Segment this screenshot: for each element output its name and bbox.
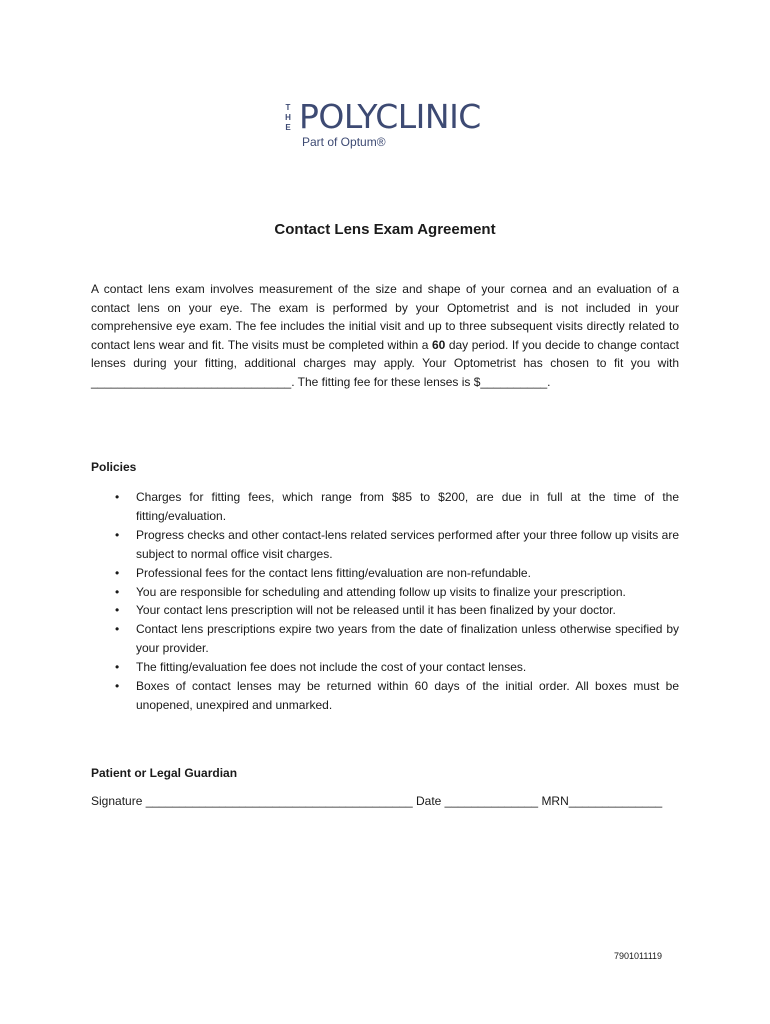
policy-item — [91, 526, 679, 564]
logo-the-letter-e: E — [285, 123, 291, 132]
logo-the-text — [282, 103, 294, 133]
intro-days-value: 60 — [431, 337, 446, 352]
policy-item — [91, 658, 679, 677]
bullet-icon: • — [115, 622, 120, 637]
polyclinic-logo — [282, 98, 502, 154]
bullet-icon: • — [115, 565, 120, 580]
document-title: Contact Lens Exam Agreement — [274, 221, 496, 238]
policy-item-text: Progress checks and other contact-lens related services performed after your three follow up visits are subject to normal office visit charges. — [136, 527, 679, 561]
bullet-icon: • — [115, 679, 120, 694]
policy-item-text: Boxes of contact lenses may be returned within 60 days of the initial order. All boxes must be unopened, unexpired and unmarked. — [136, 679, 679, 712]
policy-item-text: Charges for fitting fees, which range from $85 to $200, are due in full at the time of the fitting/evaluation. — [136, 490, 679, 523]
intro-paragraph — [91, 280, 679, 392]
policy-item — [91, 620, 679, 658]
policy-item-text: The fitting/evaluation fee does not include the cost of your contact lenses. — [136, 660, 527, 675]
logo-name: POLYCLINIC — [299, 97, 481, 136]
bullet-icon: • — [115, 660, 120, 675]
signature-line[interactable]: Signature ________________________________________ Date ______________ MRN______________ — [91, 794, 663, 808]
logo-tagline: Part of Optum® — [302, 135, 386, 149]
policy-item — [91, 601, 679, 620]
bullet-icon: • — [115, 584, 120, 599]
policy-item-text: Professional fees for the contact lens fitting/evaluation are non-refundable. — [136, 565, 531, 580]
bullet-icon: • — [115, 603, 120, 618]
policies-heading: Policies — [91, 460, 137, 474]
policy-list — [91, 488, 679, 715]
logo-the-letter-t: T — [285, 103, 291, 112]
policy-item-text: You are responsible for scheduling and attending follow up visits to finalize your prescription. — [136, 584, 626, 599]
policy-item — [91, 583, 679, 602]
intro-text-part1: A contact lens exam involves measurement of the size and shape of your cornea and an evaluation of a contact lens on your eye. The exam is performed by your Optometrist and is not included in your comprehensive eye exam. The fee includes the initial visit and up to three subsequent visits directly related to contact lens wear and fit. The visits must be completed within a — [91, 282, 679, 352]
policy-item — [91, 677, 679, 715]
intro-text-part2: day period. If you decide to change contact lenses during your fitting, additional charges may apply. Your Optometrist has chosen to fit you with ______________________________. The fitting fee for these lenses is $__________. — [91, 337, 680, 389]
bullet-icon: • — [115, 527, 120, 542]
bullet-icon: • — [115, 490, 120, 504]
logo-the-letter-h: H — [285, 113, 291, 122]
policy-item — [91, 488, 679, 526]
policy-item — [91, 564, 679, 583]
document-number: 7901011119 — [614, 951, 663, 961]
policy-item-text: Your contact lens prescription will not be released until it has been finalized by your doctor. — [136, 603, 616, 618]
patient-heading: Patient or Legal Guardian — [91, 766, 238, 780]
policy-item-text: Contact lens prescriptions expire two years from the date of finalization unless otherwise specified by your provider. — [136, 622, 679, 656]
